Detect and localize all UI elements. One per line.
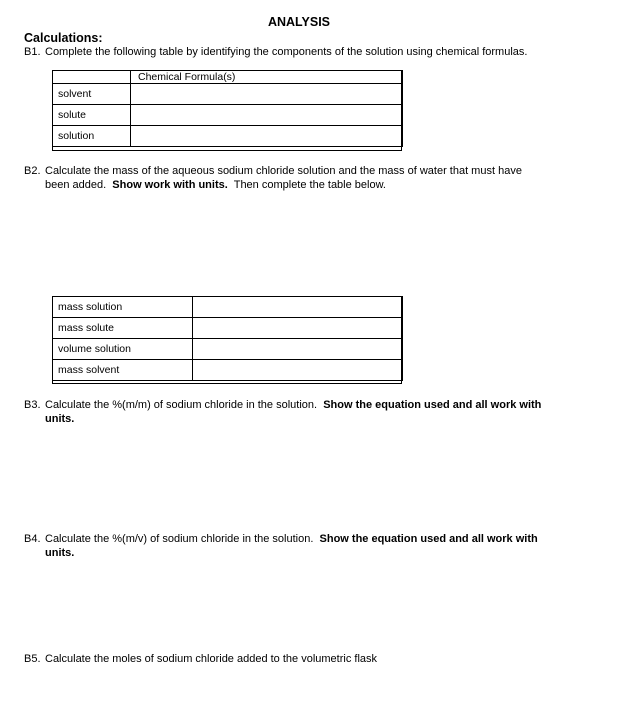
value-input-cell[interactable] [193, 339, 403, 360]
table-row [53, 318, 403, 339]
question-number: B5. [24, 653, 41, 665]
table-row [53, 339, 403, 360]
question-number: B3. [24, 399, 41, 411]
row-label: mass solution [53, 297, 193, 318]
question-emphasis: Show work with units. [112, 179, 228, 191]
table-row [53, 126, 403, 147]
question-number: B1. [24, 46, 41, 58]
value-input-cell[interactable] [193, 318, 403, 339]
question-b5 [24, 652, 614, 666]
formula-table [52, 70, 403, 147]
question-emphasis: units. [45, 547, 75, 559]
question-emphasis: Show the equation used and all work with [319, 533, 538, 545]
row-label: mass solute [53, 318, 193, 339]
formula-input-cell[interactable] [131, 126, 403, 147]
question-text: Calculate the mass of the aqueous sodium chloride solution and the mass of water that must have [45, 165, 522, 177]
question-text: Calculate the %(m/m) of sodium chloride in the solution. [45, 399, 318, 411]
table-row [53, 84, 403, 105]
section-heading: Calculations: [24, 31, 103, 45]
question-text: Complete the following table by identifying the components of the solution using chemical formulas. [45, 46, 528, 58]
table-row [53, 297, 403, 318]
row-label: mass solvent [53, 360, 193, 381]
question-text: Then complete the table below. [233, 179, 386, 191]
question-emphasis: units. [45, 413, 75, 425]
formula-input-cell[interactable] [131, 84, 403, 105]
value-input-cell[interactable] [193, 297, 403, 318]
table-row [53, 360, 403, 381]
row-label: volume solution [53, 339, 193, 360]
question-text: Calculate the %(m/v) of sodium chloride in the solution. [45, 533, 314, 545]
mass-table [52, 296, 403, 381]
question-emphasis: Show the equation used and all work with [323, 399, 542, 411]
question-number: B4. [24, 533, 41, 545]
table-row [53, 105, 403, 126]
question-text: Calculate the moles of sodium chloride added to the volumetric flask [45, 653, 378, 665]
formula-input-cell[interactable] [131, 105, 403, 126]
value-input-cell[interactable] [193, 360, 403, 381]
question-text: been added. [45, 179, 107, 191]
row-label: solvent [53, 84, 131, 105]
question-b2 [24, 164, 614, 192]
row-label: solute [53, 105, 131, 126]
question-b3 [24, 398, 614, 426]
page-title: ANALYSIS [267, 15, 331, 29]
row-label: solution [53, 126, 131, 147]
column-header: Chemical Formula(s) [131, 71, 403, 84]
question-number: B2. [24, 165, 41, 177]
question-b4 [24, 532, 614, 560]
question-b1 [24, 45, 614, 59]
